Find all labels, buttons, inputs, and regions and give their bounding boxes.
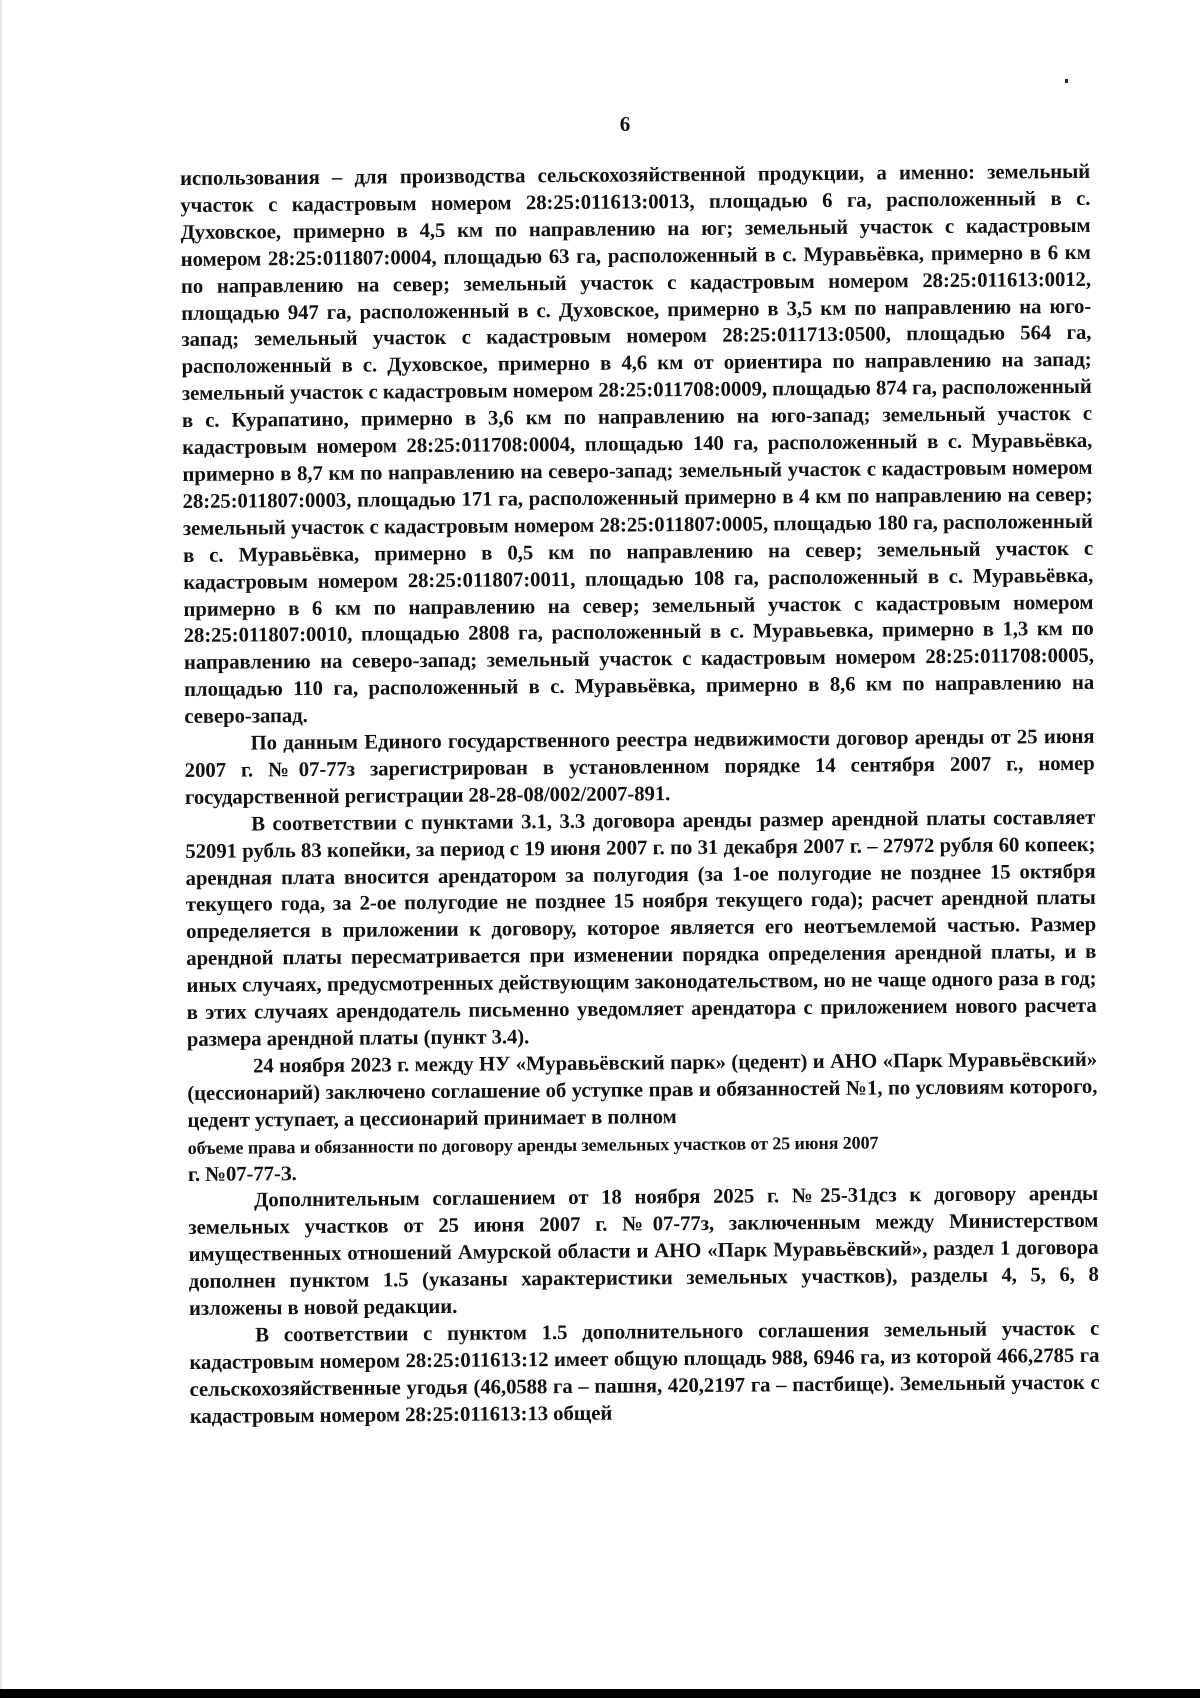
paragraph-rent: В соответствии с пунктами 3.1, 3.3 договора аренды размер арендной платы составляет 52091 рубль 83 копейки, за период с 19 июня 2007 г. по 31 декабря 2007 г. – 27972 рубля 60 копеек; арендная плата вносится арендатором за полугодия (за 1-ое полугодие не позднее 15 октября текущего года, за 2-ое полугодие не позднее 15 ноября текущего года); расчет арендной платы определяется в приложении к договору, которое является его неотъемлемой частью. Размер арендной платы пересматривается при изменении порядка определения арендной платы, и в иных случаях, предусмотренных действующим законодательством, но не чаще одного раза в год; в этих случаях арендодатель письменно уведомляет арендатора с приложением нового расчета размера арендной платы (пункт 3.4). — [185, 805, 1097, 1051]
document-body — [180, 159, 1100, 1431]
scan-bottom-border — [0, 1689, 1200, 1698]
paragraph-assignment-number: г. №07-77-З. — [187, 1161, 297, 1186]
scan-edge — [0, 0, 2, 1698]
scan-speck — [1065, 79, 1068, 83]
paragraph-registry: По данным Единого государственного реестра недвижимости договор аренды от 25 июня 2007 г. №07-77з зарегистрирован в установленном порядке 14 сентября 2007 г., номер государственной регистрации 28-28-08/002/2007-891. — [184, 724, 1095, 809]
paragraph-assignment: 24 ноября 2023 г. между НУ «Муравьёвский парк» (цедент) и АНО «Парк Муравьёвский» (цессионарий) заключено соглашение об уступке прав и обязанностей №1, по условиям которого, цедент уступает, а цессионарий принимает в полном — [187, 1047, 1098, 1132]
paragraph-assignment-continued: объеме права и обязанности по договору аренды земельных участков от 25 июня 2007 — [187, 1132, 879, 1158]
paragraph-additional-agreement: Дополнительным соглашением от 18 ноября 2025 г. №25-31дсз к договору аренды земельных участков от 25 июня 2007 г. №07-77з, заключенным между Министерством имущественных отношений Амурской области и АНО «Парк Муравьёвский», раздел 1 договора дополнен пунктом 1.5 (указаны характеристики земельных участков), разделы 4, 5, 6, 8 изложены в новой редакции. — [188, 1182, 1099, 1321]
paragraph-land-plots: использования – для производства сельскохозяйственной продукции, а именно: земельный участок с кадастровым номером 28:25:011613:0013, площадью 6 га, расположенный в с. Духовское, примерно в 4,5 км по направлению на юг; земельный участок с кадастровым номером 28:25:011807:0004, площадью 63 га, расположенный в с. Муравьёвка, примерно в 6 км по направлению на север; земельный участок с кадастровым номером 28:25:011613:0012, площадью 947 га, расположенный в с. Духовское, примерно в 3,5 км по направлению на юго-запад; земельный участок с кадастровым номером 28:25:011713:0500, площадью 564 га, расположенный в с. Духовское, примерно в 4,6 км от ориентира по направлению на запад; земельный участок с кадастровым номером 28:25:011708:0009, площадью 874 га, расположенный в с. Курапатино, примерно в 3,6 км по направлению на юго-запад; земельный участок с кадастровым номером 28:25:011708:0004, площадью 140 га, расположенный в с. Муравьёвка, примерно в 8,7 км по направлению на северо-запад; земельный участок с кадастровым номером 28:25:011807:0003, площадью 171 га, расположенный примерно в 4 км по направлению на север; земельный участок с кадастровым номером 28:25:011807:0005, площадью 180 га, расположенный в с. Муравьёвка, примерно в 0,5 км по направлению на север; земельный участок с кадастровым номером 28:25:011807:0011, площадью 108 га, расположенный в с. Муравьёвка, примерно в 6 км по направлению на север; земельный участок с кадастровым номером 28:25:011807:0010, площадью 2808 га, расположенный в с. Муравьевка, примерно в 1,3 км по направлению на северо-запад; земельный участок с кадастровым номером 28:25:011708:0005, площадью 110 га, расположенный в с. Муравьёвка, примерно в 8,6 км по направлению на северо-запад. — [180, 159, 1095, 729]
paragraph-land-area: В соответствии с пунктом 1.5 дополнительного соглашения земельный участок с кадастровым номером 28:25:011613:12 имеет общую площадь 988, 6946 га, из которой 466,2785 га сельскохозяйственные угодья (46,0588 га – пашня, 420,2197 га – пастбище). Земельный участок с кадастровым номером 28:25:011613:13 общей — [189, 1316, 1100, 1428]
page-number: 6 — [619, 112, 631, 136]
